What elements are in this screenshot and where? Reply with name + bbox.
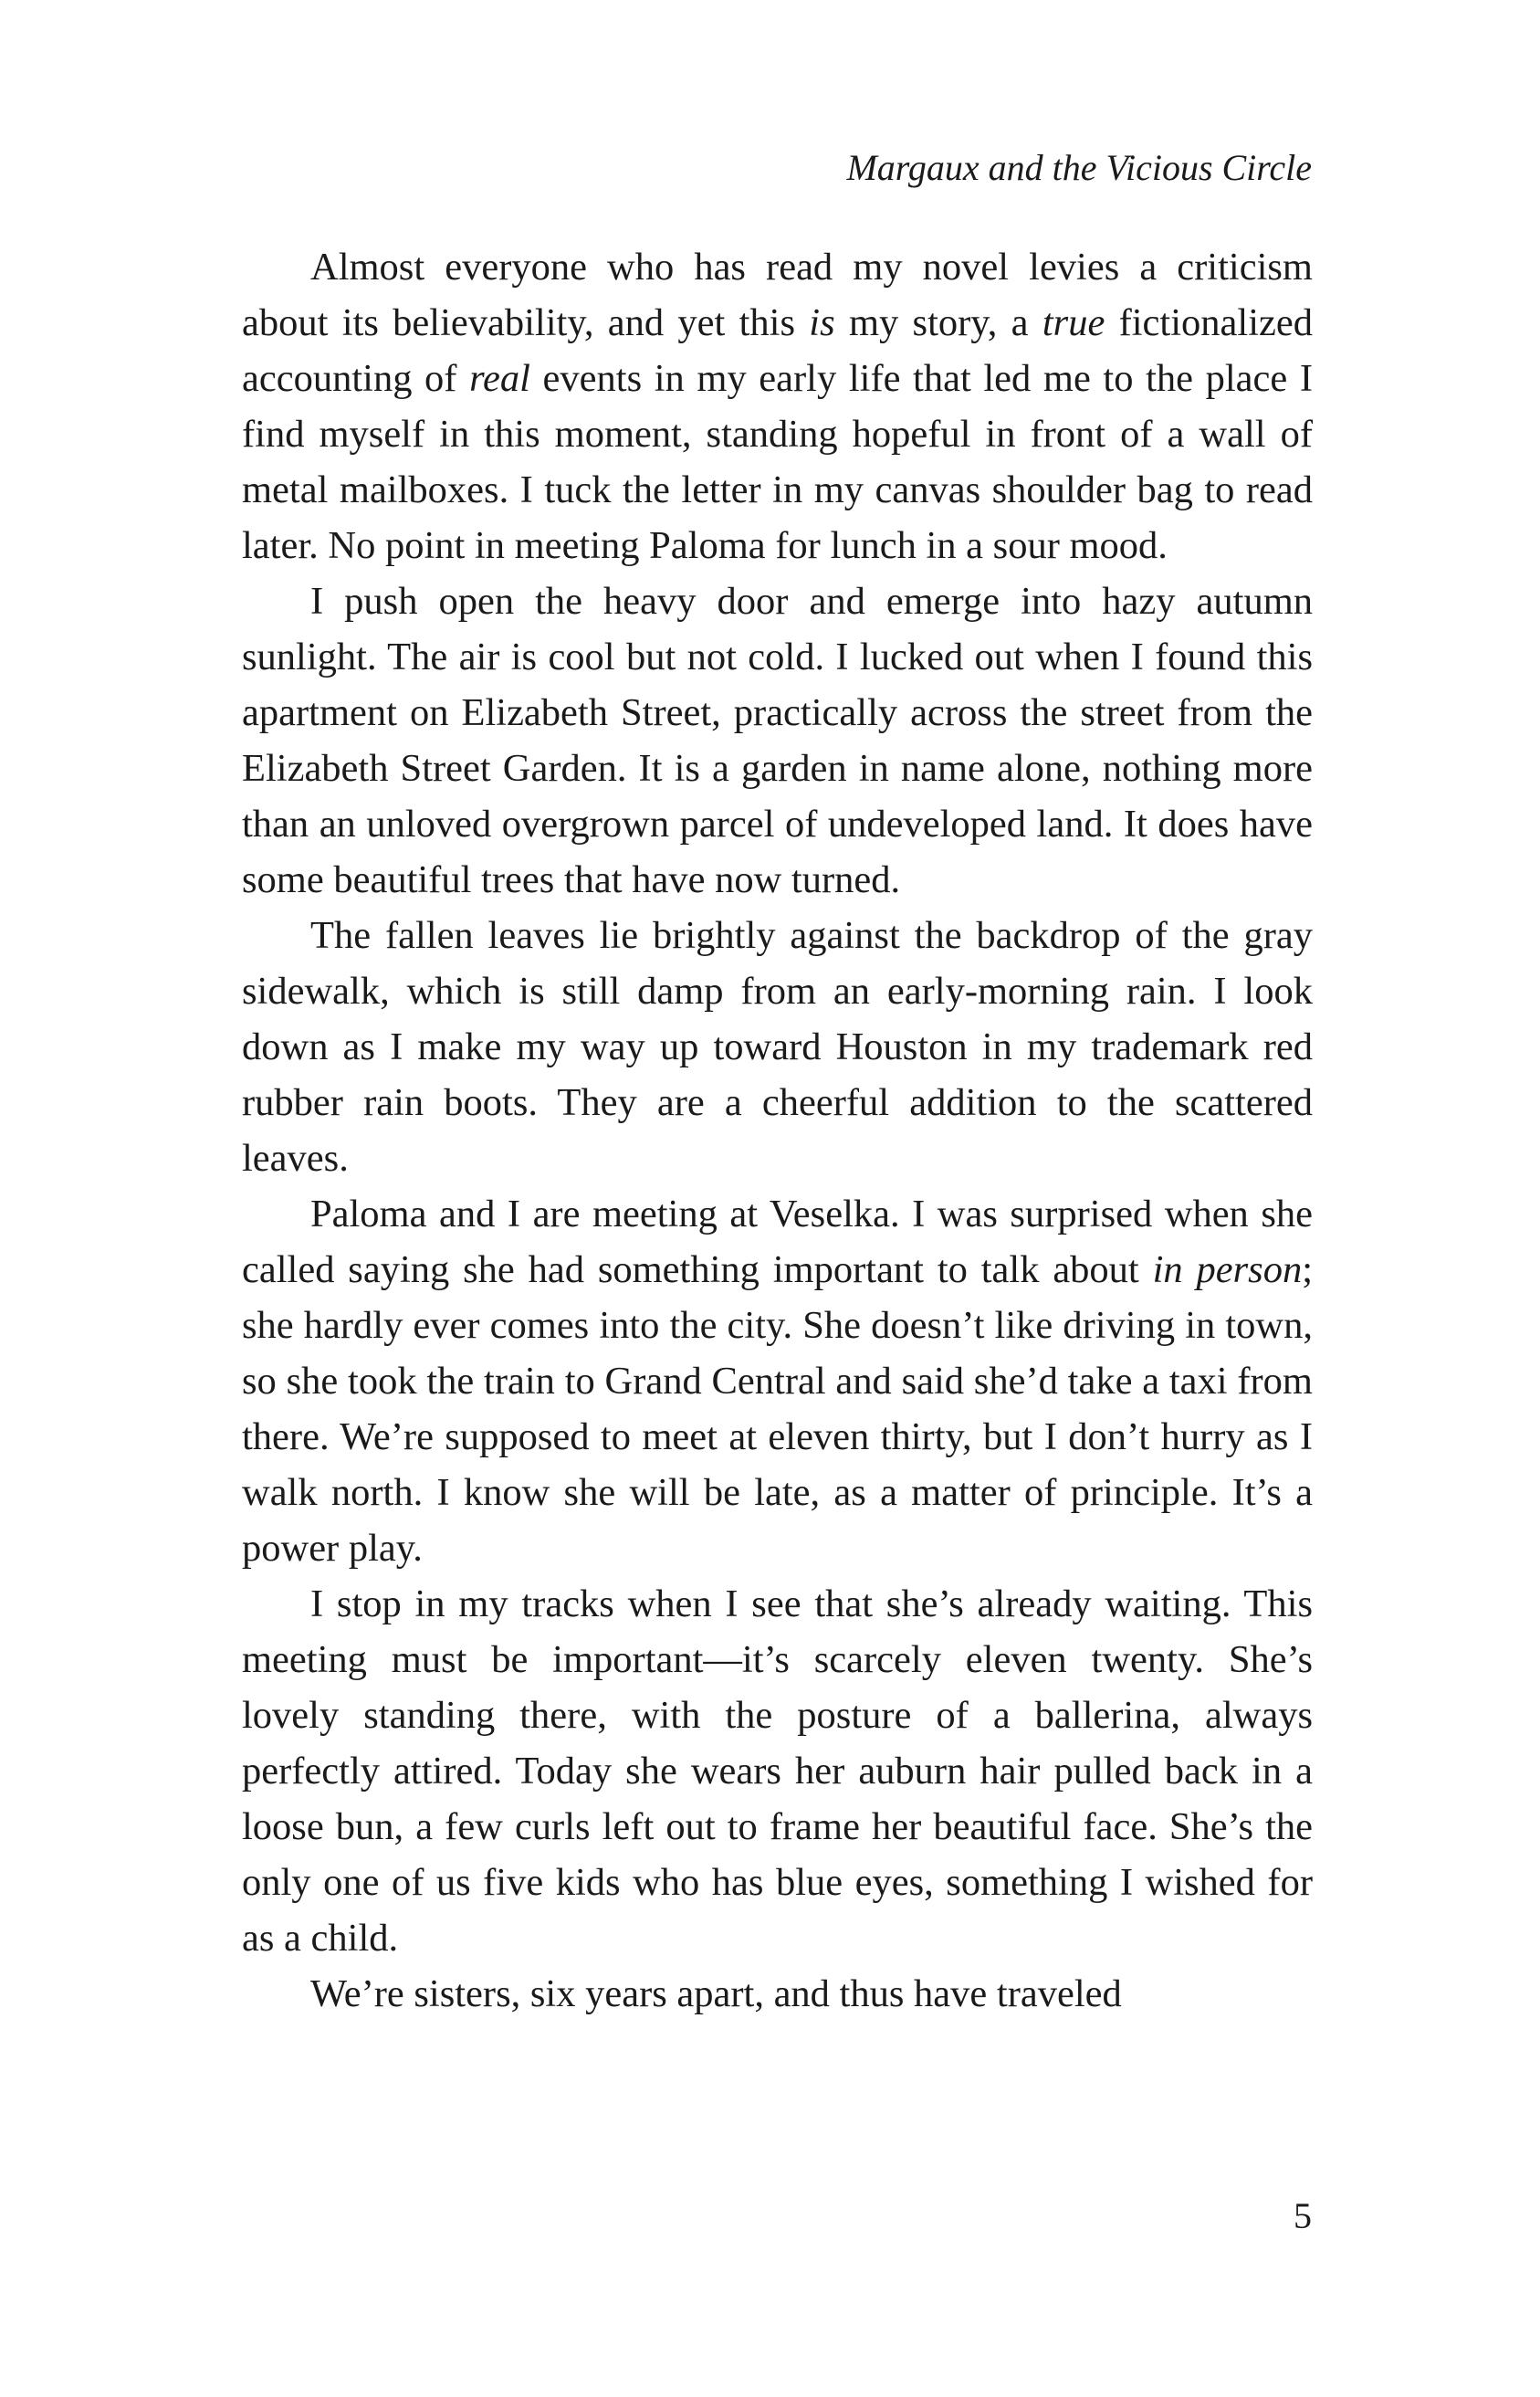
paragraph-6 (242, 1966, 1313, 2022)
paragraph-4 (242, 1186, 1313, 1576)
text-run: fictionalized accounting of (242, 301, 1313, 400)
text-run: We’re sisters, six years apart, and thus have traveled (310, 1972, 1122, 2015)
italic-text: true (1042, 301, 1105, 344)
text-run: The fallen leaves lie brightly against the backdrop of the gray sidewalk, which is still damp from an early-morning rain. I look down as I make my way up toward Houston in my trademark red rubber rain boots. They are a cheerful addition to the scattered leaves. (242, 914, 1313, 1180)
text-run: events in my early life that led me to the place I find myself in this moment, standing hopeful in front of a wall of metal mailboxes. I tuck the letter in my canvas shoulder bag to read later. No point in meeting Paloma for lunch in a sour mood. (242, 357, 1313, 567)
text-run: my story, a (834, 301, 1042, 344)
paragraph-2 (242, 573, 1313, 908)
body-text (242, 239, 1313, 2022)
text-run: ; she hardly ever comes into the city. She doesn’t like driving in town, so she took the train to Grand Central and said she’d take a taxi from there. We’re supposed to meet at eleven thirty, but I don’t hurry as I walk north. I know she will be late, as a matter of principle. It’s a power play. (242, 1248, 1314, 1570)
paragraph-1 (242, 239, 1313, 573)
text-run: Paloma and I are meeting at Veselka. I was surprised when she called saying she had something important to talk about (242, 1193, 1313, 1291)
text-run: I push open the heavy door and emerge into hazy autumn sunlight. The air is cool but not cold. I lucked out when I found this apartment on Elizabeth Street, practically across the street from the Elizabeth Street Garden. It is a garden in name alone, nothing more than an unloved overgrown parcel of undeveloped land. It does have some beautiful trees that have now turned. (242, 580, 1313, 901)
paragraph-5 (242, 1576, 1313, 1966)
text-run: I stop in my tracks when I see that she’s already waiting. This meeting must be important—it’s scarcely eleven twenty. She’s lovely standing there, with the posture of a ballerina, always perfectly attired. Today she wears her auburn hair pulled back in a loose bun, a few curls left out to frame her beautiful face. She’s the only one of us five kids who has blue eyes, something I wished for as a child. (242, 1582, 1313, 1960)
running-head: Margaux and the Vicious Circle (846, 147, 1312, 188)
italic-text: in person (1152, 1248, 1303, 1291)
page-number: 5 (1294, 2195, 1312, 2236)
italic-text: real (469, 357, 530, 400)
text-run: Almost everyone who has read my novel levies a criticism about its believability, and yet this (242, 246, 1313, 344)
paragraph-3 (242, 908, 1313, 1186)
italic-text: is (809, 301, 835, 344)
